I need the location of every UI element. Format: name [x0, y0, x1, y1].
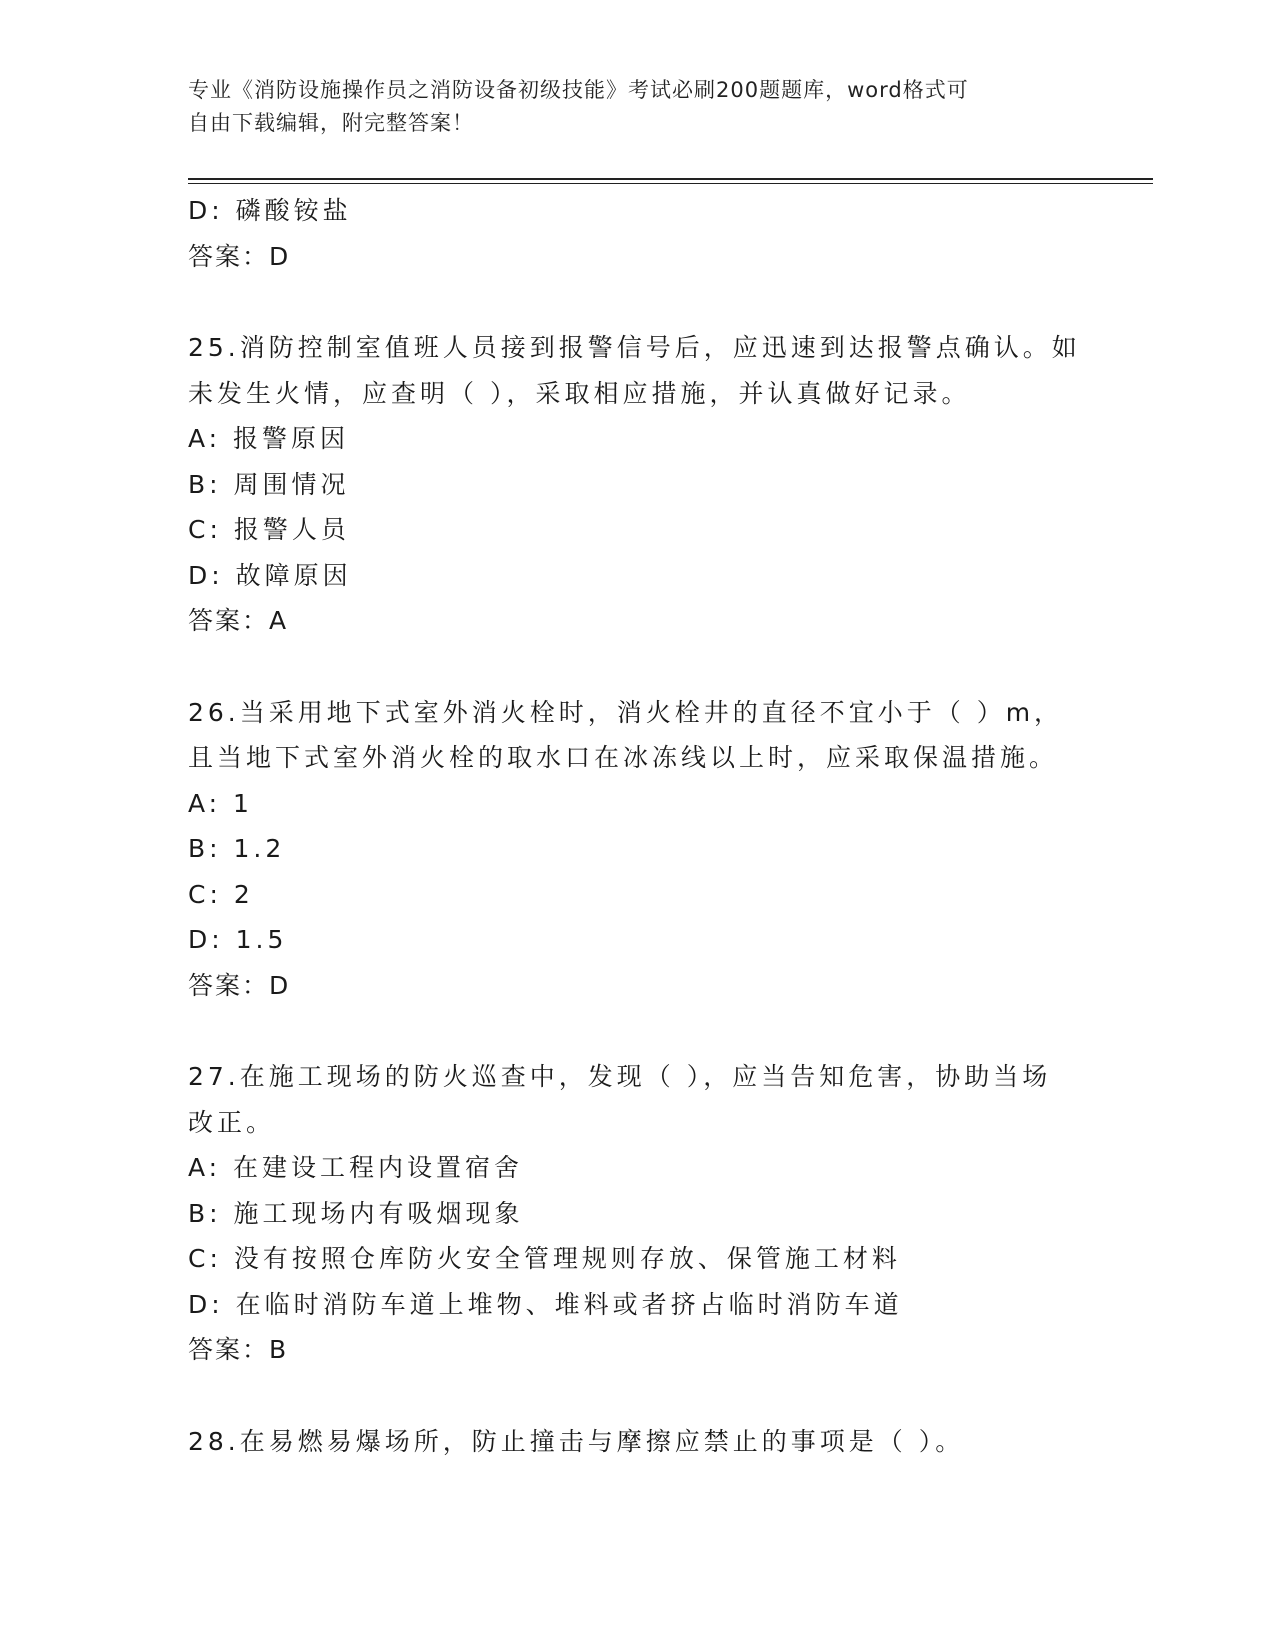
- header-line-2: 自由下载编辑，附完整答案！: [188, 111, 474, 135]
- question-27: [188, 1054, 1088, 1373]
- option-d: D: 在临时消防车道上堆物、堆料或者挤占临时消防车道: [188, 1289, 903, 1319]
- header-divider-thick: [188, 178, 1153, 180]
- question-25: [188, 325, 1088, 644]
- page-header: [188, 74, 1068, 140]
- option-b: B: 1.2: [188, 834, 286, 863]
- option-a: A: 1: [188, 788, 253, 818]
- question-stem-line: 27.在施工现场的防火巡查中，发现（ ），应当告知危害，协助当场: [188, 1062, 1052, 1091]
- question-stem-line: 未发生火情，应查明（ ），采取相应措施，并认真做好记录。: [188, 378, 971, 408]
- spacer: [188, 644, 1088, 690]
- question-stem-line: 且当地下式室外消火栓的取水口在冰冻线以上时，应采取保温措施。: [188, 743, 1059, 772]
- question-stem-line: 28.在易燃易爆场所，防止撞击与摩擦应禁止的事项是（ ）。: [188, 1426, 965, 1456]
- header-divider-thin: [188, 183, 1153, 184]
- question-26: [188, 690, 1088, 1009]
- option-a: A: 报警原因: [188, 424, 350, 453]
- question-list: [188, 188, 1088, 1464]
- answer-line: 答案：A: [188, 606, 289, 635]
- spacer: [188, 1008, 1088, 1054]
- option-c: C: 没有按照仓库防火安全管理规则存放、保管施工材料: [188, 1244, 901, 1273]
- option-b: B: 施工现场内有吸烟现象: [188, 1198, 524, 1228]
- option-a: A: 在建设工程内设置宿舍: [188, 1153, 524, 1182]
- option-c: C: 2: [188, 879, 254, 909]
- spacer: [188, 279, 1088, 325]
- question-24-tail: [188, 188, 1088, 279]
- option-b: B: 周围情况: [188, 469, 350, 499]
- answer-line: 答案：D: [188, 241, 291, 271]
- option-d: D: 1.5: [188, 925, 288, 954]
- question-stem-line: 改正。: [188, 1107, 276, 1137]
- question-28: [188, 1419, 1088, 1465]
- spacer: [188, 1373, 1088, 1419]
- question-stem-line: 26.当采用地下式室外消火栓时，消火栓井的直径不宜小于（ ）m，: [188, 697, 1064, 727]
- header-line-1: 专业《消防设施操作员之消防设备初级技能》考试必刷200题题库，word格式可: [188, 78, 969, 102]
- question-stem-line: 25.消防控制室值班人员接到报警信号后，应迅速到达报警点确认。如: [188, 333, 1081, 362]
- option-c: C: 报警人员: [188, 515, 350, 544]
- option-d: D: 磷酸铵盐: [188, 196, 352, 225]
- answer-line: 答案：D: [188, 970, 291, 1000]
- option-d: D: 故障原因: [188, 560, 352, 590]
- answer-line: 答案：B: [188, 1335, 289, 1364]
